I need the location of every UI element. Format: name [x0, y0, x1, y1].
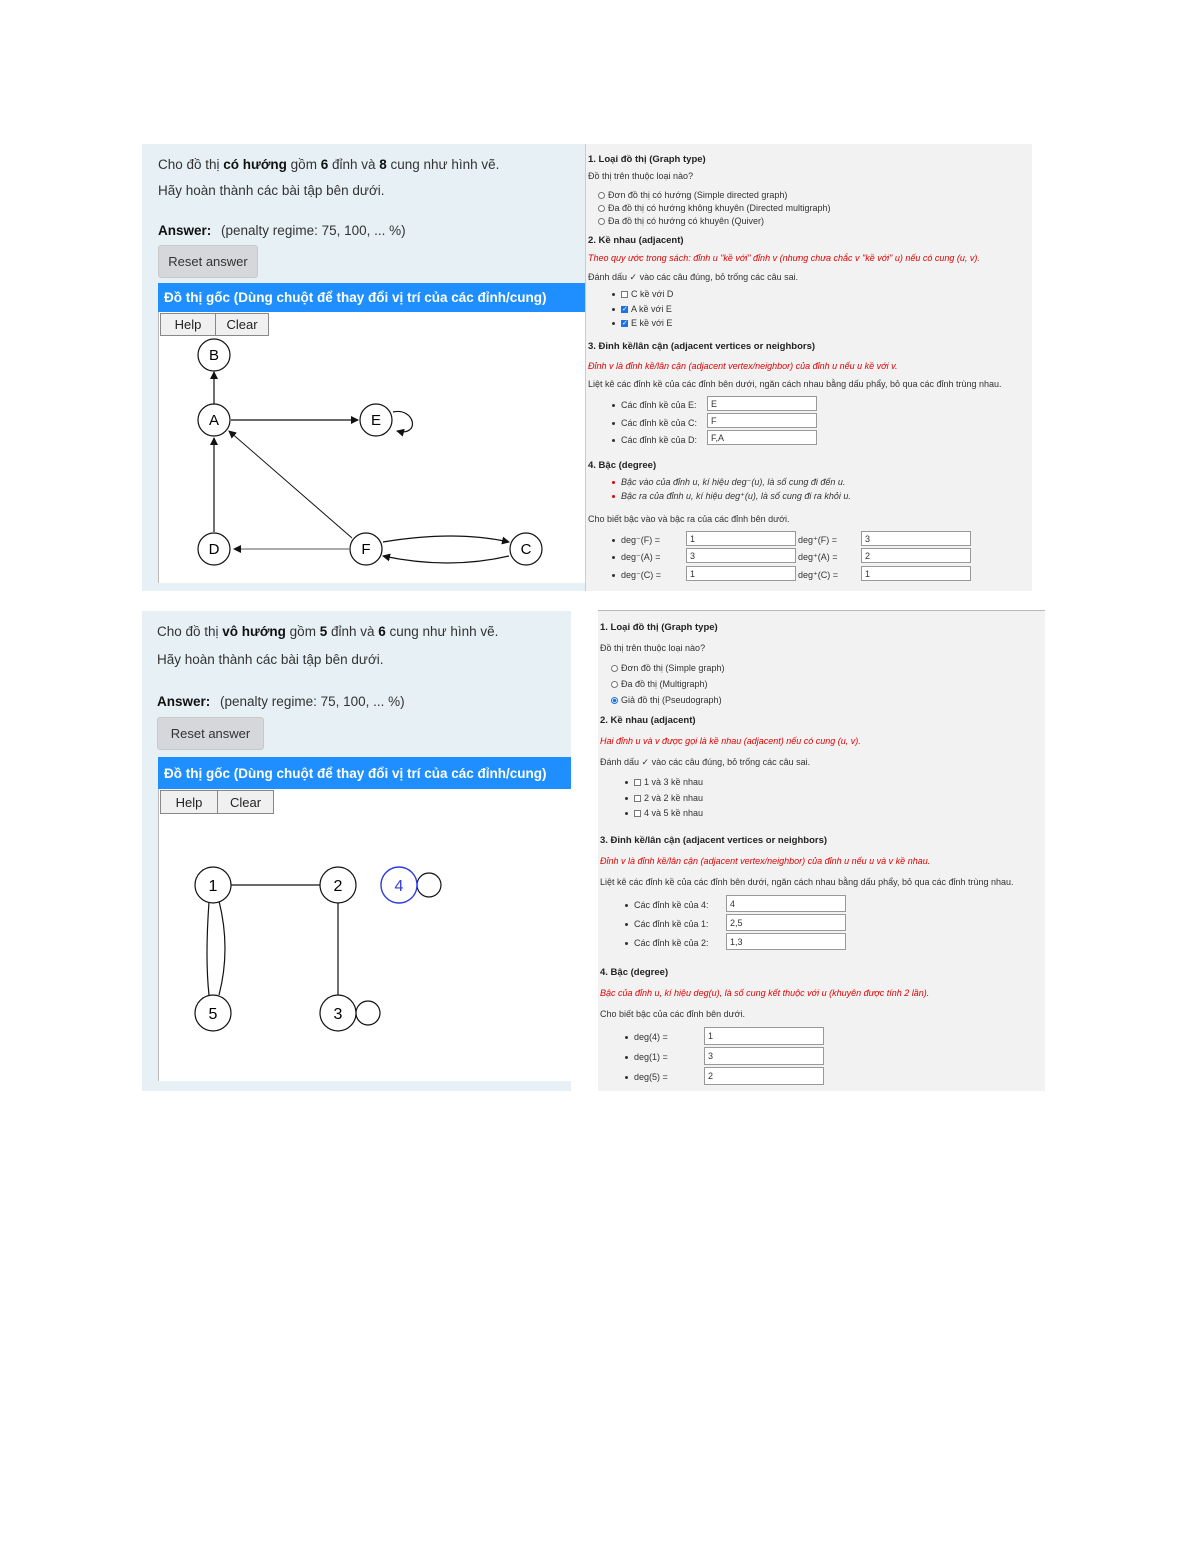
q2-s3-row-1-label: Các đỉnh kề của 4:: [634, 900, 709, 910]
q2-s1-option-1-label: Đơn đồ thị (Simple graph): [621, 663, 725, 673]
q2-help-button[interactable]: Help: [160, 790, 218, 814]
node-C-label: C: [520, 541, 532, 558]
q1-intro-mid2: đỉnh và: [328, 157, 380, 172]
node-1-label: 1: [208, 878, 218, 895]
q1-s4-row-3-input2[interactable]: 1: [861, 566, 971, 581]
bullet-icon: [625, 781, 628, 784]
q2-s2-item-2[interactable]: [625, 793, 703, 803]
checkbox-icon[interactable]: [621, 291, 628, 298]
q2-s3-row-2-input[interactable]: 2,5: [726, 914, 846, 931]
q2-s2-item-3-label: 4 và 5 kề nhau: [644, 808, 704, 818]
bullet-icon: [612, 322, 615, 325]
node-2[interactable]: [320, 867, 356, 903]
q1-intro-bold3: 8: [379, 157, 387, 172]
bullet-icon: [612, 556, 615, 559]
q2-s1-option-3[interactable]: [611, 695, 722, 705]
q1-graph-svg[interactable]: [159, 312, 586, 583]
q1-s1-option-2[interactable]: [598, 203, 831, 213]
q1-penalty: (penalty regime: 75, 100, ... %): [221, 223, 406, 238]
q1-s3-note: Đỉnh v là đỉnh kề/lân cận (adjacent vertex/neighbor) của đỉnh u nếu u kề với v.: [588, 361, 898, 371]
q1-intro-suffix: cung như hình vẽ.: [386, 157, 500, 172]
q2-question-panel: [142, 611, 571, 1091]
q2-graph-svg[interactable]: [159, 789, 572, 1081]
radio-icon[interactable]: [598, 192, 605, 199]
q2-s1-option-1[interactable]: [611, 663, 724, 673]
q2-s3-row-3-input[interactable]: 1,3: [726, 933, 846, 950]
q2-exercises-panel: [598, 610, 1045, 1091]
checkbox-icon[interactable]: [634, 810, 641, 817]
q1-s4-row-2-input1[interactable]: 3: [686, 548, 796, 563]
edge-F-A[interactable]: [229, 431, 352, 538]
node-5-label: 5: [208, 1006, 218, 1023]
edge-4-4-loop[interactable]: [417, 873, 441, 897]
q2-s2-title: 2. Kề nhau (adjacent): [600, 715, 696, 726]
q1-s3-row-1-input[interactable]: E: [707, 396, 817, 411]
q1-instruction: Hãy hoàn thành các bài tập bên dưới.: [158, 183, 385, 198]
bullet-icon: [625, 1036, 628, 1039]
q1-s4-row-2-input2[interactable]: 2: [861, 548, 971, 563]
q1-intro-bold2: 6: [320, 157, 329, 172]
node-D-label: D: [208, 541, 220, 558]
bullet-icon: [612, 404, 615, 407]
node-F-label: F: [361, 541, 371, 558]
radio-icon[interactable]: [611, 681, 618, 688]
q1-s4-instruction: Cho biết bậc vào và bậc ra của các đỉnh bên dưới.: [588, 514, 790, 524]
q1-intro: [158, 158, 499, 172]
q1-s4-note-2-text: Bậc ra của đỉnh u, kí hiệu deg⁺(u), là số cung đi ra khỏi u.: [621, 491, 851, 501]
q1-s4-title: 4. Bậc (degree): [588, 460, 657, 471]
bullet-icon: [625, 923, 628, 926]
q2-s4-note: Bậc của đỉnh u, kí hiệu deg(u), là số cung kết thuộc với u (khuyên được tính 2 lần).: [600, 988, 930, 998]
bullet-icon: [625, 1076, 628, 1079]
node-1[interactable]: [195, 867, 231, 903]
q1-s4-row-3-label1: [612, 570, 661, 581]
q2-s1-question: Đồ thị trên thuộc loại nào?: [600, 643, 706, 653]
q1-s3-row-3-input[interactable]: F,A: [707, 430, 817, 445]
q1-question-panel: [142, 144, 585, 591]
checkbox-icon[interactable]: [634, 779, 641, 786]
q2-intro: [157, 625, 498, 639]
node-3-label: 3: [333, 1006, 343, 1023]
node-F[interactable]: [350, 533, 382, 565]
q1-s4-row-2-l1: deg⁻(A) =: [621, 552, 661, 562]
q1-s2-instruction: Đánh dấu ✓ vào các câu đúng, bỏ trống các câu sai.: [588, 272, 799, 282]
node-E-label: E: [370, 412, 382, 429]
bullet-icon: [612, 308, 615, 311]
q2-s3-row-3: [625, 938, 709, 948]
node-4-label: 4: [394, 878, 404, 895]
edge-1-5-b[interactable]: [219, 901, 225, 995]
q2-s2-note: Hai đỉnh u và v được gọi là kề nhau (adjacent) nếu có cung (u, v).: [600, 736, 861, 746]
q1-s4-note-1: [612, 477, 845, 488]
node-C[interactable]: [510, 533, 542, 565]
q2-s4-row-1-label: deg(4) =: [634, 1032, 668, 1042]
q1-s3-row-2-label: Các đỉnh kề của C:: [621, 418, 698, 428]
q1-s3-row-2: [612, 418, 697, 428]
q2-s4-row-1: [625, 1032, 668, 1042]
q2-s1-option-2-label: Đa đồ thị (Multigraph): [621, 679, 708, 689]
q1-s3-row-1: [612, 400, 697, 410]
bullet-icon: [612, 422, 615, 425]
q2-s3-title: 3. Đỉnh kề/lân cận (adjacent vertices or neighbors): [600, 835, 828, 846]
q2-s4-row-2-label: deg(1) =: [634, 1052, 668, 1062]
q1-answer-label: Answer:: [158, 223, 212, 238]
q1-s2-item-1-label: C kề với D: [631, 289, 674, 299]
q1-s1-option-2-label: Đa đồ thị có hướng không khuyên (Directed multigraph): [608, 203, 831, 213]
q2-s1-title: 1. Loại đồ thị (Graph type): [600, 622, 718, 633]
bullet-icon: [612, 539, 615, 542]
edge-C-F[interactable]: [383, 556, 509, 563]
checkbox-checked-icon[interactable]: ✓: [622, 319, 628, 327]
q2-intro-bold2: 5: [319, 624, 328, 639]
radio-icon[interactable]: [598, 205, 605, 212]
q2-s2-item-1[interactable]: [625, 777, 703, 787]
q1-s1-option-3[interactable]: [598, 216, 764, 226]
q1-s3-row-2-input[interactable]: F: [707, 413, 817, 428]
q2-s4-instruction: Cho biết bậc của các đỉnh bên dưới.: [600, 1009, 746, 1019]
q2-answer-label: Answer:: [157, 694, 211, 709]
q2-s3-row-1: [625, 900, 709, 910]
q2-s3-row-2-label: Các đỉnh kề của 1:: [634, 919, 709, 929]
bullet-icon: [625, 812, 628, 815]
q2-s2-item-3[interactable]: [625, 808, 703, 818]
q1-s3-row-3: [612, 435, 697, 445]
node-B-label: B: [208, 347, 220, 364]
q2-intro-bold3: 6: [378, 624, 386, 639]
q1-s2-item-3[interactable]: [612, 318, 672, 328]
node-E[interactable]: [360, 404, 392, 436]
q2-s4-row-3-label: deg(5) =: [634, 1072, 668, 1082]
bullet-icon: [612, 574, 615, 577]
edge-1-5-a[interactable]: [207, 902, 209, 995]
q1-exercises-panel: [585, 144, 1032, 591]
node-3[interactable]: [320, 995, 356, 1031]
q2-s4-title: 4. Bậc (degree): [600, 967, 669, 978]
q1-s3-row-1-label: Các đỉnh kề của E:: [621, 400, 697, 410]
edge-E-E[interactable]: [393, 411, 412, 431]
q1-s4-row-1-label1: [612, 535, 660, 546]
bullet-icon: [612, 439, 615, 442]
node-4[interactable]: [381, 867, 417, 903]
q1-s2-item-2-label: A kề với E: [631, 304, 672, 314]
q1-s2-item-3-label: E kề với E: [631, 318, 673, 328]
edge-3-3-loop[interactable]: [356, 1001, 380, 1025]
edge-F-C[interactable]: [383, 536, 509, 542]
q2-graph-canvas[interactable]: [158, 789, 571, 1081]
bullet-icon: [625, 1056, 628, 1059]
node-2-label: 2: [333, 878, 343, 895]
q1-s3-title: 3. Đỉnh kề/lân cận (adjacent vertices or neighbors): [588, 341, 816, 352]
q1-clear-button[interactable]: Clear: [215, 313, 269, 336]
q1-s1-title: 1. Loại đồ thị (Graph type): [588, 154, 706, 165]
node-D[interactable]: [198, 533, 230, 565]
q1-s2-item-2[interactable]: [612, 304, 672, 314]
q2-s3-note: Đỉnh v là đỉnh kề/lân cận (adjacent vertex/neighbor) của đỉnh u nếu u và v kề nhau.: [600, 856, 931, 866]
q2-s1-option-2[interactable]: [611, 679, 708, 689]
q1-s2-note: Theo quy ước trong sách: đỉnh u "kề với" đỉnh v (nhưng chưa chắc v "kề với" u) nếu có cung (u, v).: [588, 253, 980, 263]
bullet-icon: [612, 495, 615, 498]
q1-s4-row-1-input1[interactable]: 1: [686, 531, 796, 546]
q1-s2-title: 2. Kề nhau (adjacent): [588, 235, 684, 246]
radio-icon[interactable]: [611, 665, 618, 672]
checkbox-icon[interactable]: [634, 795, 641, 802]
bullet-icon: [625, 942, 628, 945]
q2-s4-row-3: [625, 1072, 668, 1082]
q1-s3-instruction: Liệt kê các đỉnh kề của các đỉnh bên dưới, ngăn cách nhau bằng dấu phẩy, bỏ qua các đỉnh trùng nhau.: [588, 379, 1002, 389]
q2-s3-instruction: Liệt kê các đỉnh kề của các đỉnh bên dưới, ngăn cách nhau bằng dấu phẩy, bỏ qua các đỉnh trùng nhau.: [600, 877, 1014, 887]
q2-s4-row-2: [625, 1052, 668, 1062]
q2-clear-button[interactable]: Clear: [217, 790, 274, 814]
q2-intro-mid2: đỉnh và: [327, 624, 379, 639]
q2-answer-line: [157, 694, 405, 709]
q2-intro-prefix: Cho đồ thị: [157, 624, 223, 639]
q1-s1-option-1-label: Đơn đồ thị có hướng (Simple directed graph): [608, 190, 788, 200]
q2-s1-option-3-label: Giả đồ thị (Pseudograph): [621, 695, 722, 705]
q2-intro-suffix: cung như hình vẽ.: [385, 624, 499, 639]
node-B[interactable]: [198, 339, 230, 371]
q1-s4-row-1-l2: deg⁺(F) =: [798, 535, 838, 545]
q2-s4-row-2-input[interactable]: 3: [704, 1047, 824, 1065]
q1-s4-row-1-l1: deg⁻(F) =: [621, 535, 661, 545]
q1-s4-note-2: [612, 491, 851, 502]
q1-s2-item-1[interactable]: [612, 289, 673, 299]
q2-intro-bold1: vô hướng: [222, 624, 286, 639]
bullet-icon: [625, 797, 628, 800]
q2-s2-instruction: Đánh dấu ✓ vào các câu đúng, bỏ trống các câu sai.: [600, 757, 811, 767]
q1-s4-row-3-input1[interactable]: 1: [686, 566, 796, 581]
q1-s1-question: Đồ thị trên thuộc loại nào?: [588, 171, 694, 181]
node-A-label: A: [208, 412, 220, 429]
bullet-icon: [612, 481, 615, 484]
q2-s4-row-1-input[interactable]: 1: [704, 1027, 824, 1045]
checkbox-checked-icon[interactable]: ✓: [622, 305, 628, 313]
bullet-icon: [625, 904, 628, 907]
q2-graph-header: Đồ thị gốc (Dùng chuột để thay đổi vị trí của các đỉnh/cung): [158, 757, 571, 789]
q1-s4-row-2-label1: [612, 552, 661, 563]
node-5[interactable]: [195, 995, 231, 1031]
q1-intro-bold1: có hướng: [223, 157, 287, 172]
q1-intro-prefix: Cho đồ thị: [158, 157, 224, 172]
q1-s4-note-1-text: Bậc vào của đỉnh u, kí hiệu deg⁻(u), là số cung đi đến u.: [621, 477, 846, 487]
q1-answer-line: [158, 223, 406, 238]
q1-intro-mid1: gồm: [286, 157, 321, 172]
q1-s1-option-3-label: Đa đồ thị có hướng có khuyên (Quiver): [608, 216, 765, 226]
radio-selected-icon[interactable]: [611, 697, 618, 704]
q1-reset-answer-button[interactable]: Reset answer: [158, 245, 258, 278]
q1-s3-row-3-label: Các đỉnh kề của D:: [621, 435, 698, 445]
q1-s4-row-3-l1: deg⁻(C) =: [621, 570, 662, 580]
q2-s4-row-3-input[interactable]: 2: [704, 1067, 824, 1085]
q2-s3-row-3-label: Các đỉnh kề của 2:: [634, 938, 709, 948]
q1-s4-row-2-l2: deg⁺(A) =: [798, 552, 838, 562]
q2-instruction: Hãy hoàn thành các bài tập bên dưới.: [157, 652, 384, 667]
q1-s4-row-1-input2[interactable]: 3: [861, 531, 971, 546]
q1-help-button[interactable]: Help: [160, 313, 216, 336]
q1-graph-canvas[interactable]: [158, 312, 585, 583]
q2-reset-answer-button[interactable]: Reset answer: [157, 717, 264, 750]
q2-s2-item-2-label: 2 và 2 kề nhau: [644, 793, 704, 803]
q2-s2-item-1-label: 1 và 3 kề nhau: [644, 777, 704, 787]
q2-penalty: (penalty regime: 75, 100, ... %): [220, 694, 405, 709]
q2-intro-mid1: gồm: [285, 624, 320, 639]
q2-s3-row-1-input[interactable]: 4: [726, 895, 846, 912]
q1-graph-header: Đồ thị gốc (Dùng chuột để thay đổi vị trí của các đỉnh/cung): [158, 283, 585, 312]
bullet-icon: [612, 293, 615, 296]
q1-s1-option-1[interactable]: [598, 190, 787, 200]
q2-s3-row-2: [625, 919, 709, 929]
q1-s4-row-3-l2: deg⁺(C) =: [798, 570, 839, 580]
radio-icon[interactable]: [598, 218, 605, 225]
node-A[interactable]: [198, 404, 230, 436]
